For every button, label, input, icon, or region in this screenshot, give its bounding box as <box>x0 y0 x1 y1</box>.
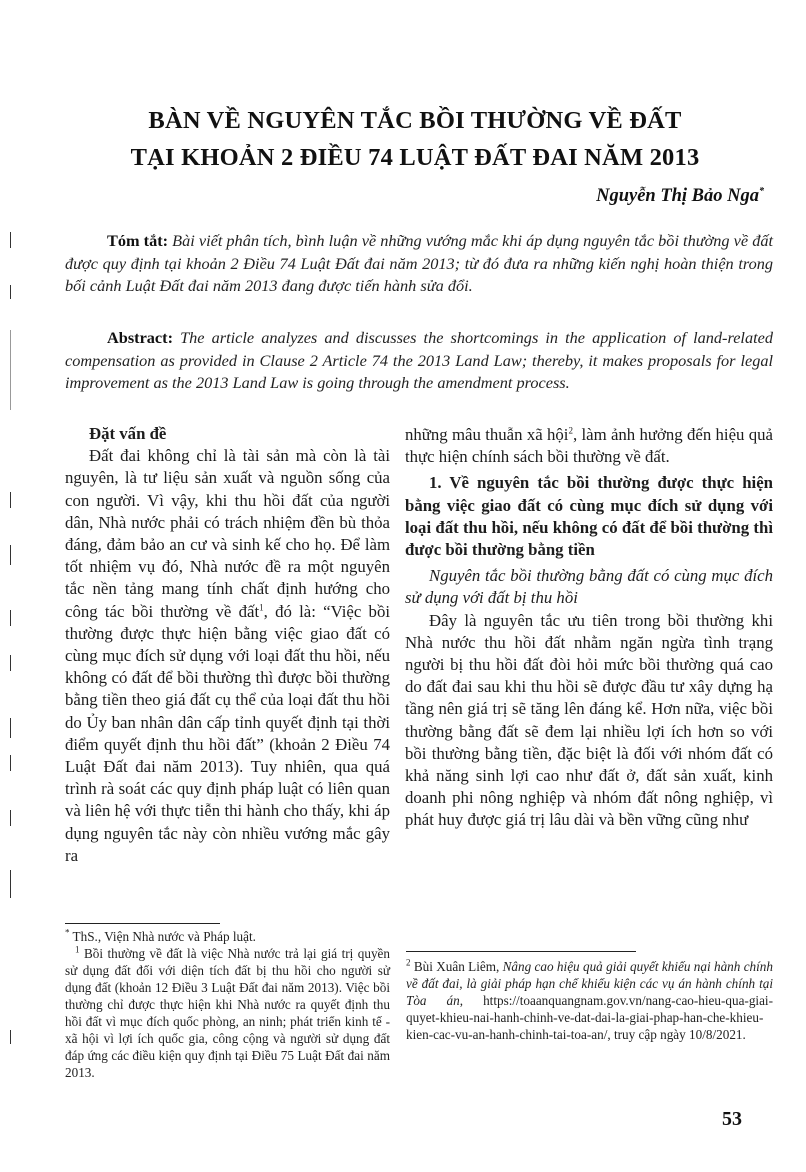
article-title-line-2: TẠI KHOẢN 2 ĐIỀU 74 LUẬT ĐẤT ĐAI NĂM 2013 <box>130 144 700 171</box>
footnote-text: ThS., Viện Nhà nước và Pháp luật. <box>69 929 256 944</box>
footnote-mark: 2 <box>406 957 411 968</box>
margin-mark <box>10 492 11 508</box>
footnote-text: , https://toaanquangnam.gov.vn/nang-cao-hieu-qua-giai-quyet-khieu-nai-hanh-chinh-ve-dat-dai-la-giai-phap-han-che-khieu-kien-cac-vu-an-hanh-chinh-tai-toa-an/, truy cập ngày 10/8/2021. <box>406 993 773 1042</box>
margin-mark <box>10 755 11 771</box>
footnote-mark: 1 <box>75 944 80 955</box>
body-paragraph: Đây là nguyên tắc ưu tiên trong bồi thường khi Nhà nước thu hồi đất nhằm ngăn ngừa tình trạng người bị thu hồi đất đòi hỏi mức bồi thường quá cao do đất đai sau khi thu hồi sẽ được đầu tư xây dựng hạ tầng nên giá trị sẽ tăng lên đáng kể. Hơn nữa, việc bồi thường bằng đất sẽ đem lại nhiều lợi ích hơn so với bồi thường bằng tiền, đặc biệt là đối với nhóm đất có khả năng sinh lợi cao như đất ở, đất sản xuất, kinh doanh phi nông nghiệp và nhóm đất nông nghiệp, vì phát huy được giá trị lâu dài và bền vững cũng như <box>405 610 773 830</box>
margin-mark <box>10 285 11 299</box>
footnote-2 <box>406 958 773 1043</box>
footnote-mark: * <box>65 927 70 938</box>
body-paragraph <box>405 424 773 468</box>
margin-mark <box>10 610 11 626</box>
footnote-text: Bồi thường về đất là việc Nhà nước trả lại giá trị quyền sử dụng đất đối với diện tích đất bị thu hồi cho người sử dụng đất (khoản 12 Điều 3 Luật Đất đai năm 2013). Việc bồi thường chỉ được thực hiện khi Nhà nước ra quyết định thu hồi đất vì mục đích quốc phòng, an ninh; phát triển kinh tế - xã hội vì lợi ích quốc gia, công cộng và người sử dụng đất đáp ứng các điều kiện quy định tại Điều 75 Luật Đất đai năm 2013. <box>65 946 390 1080</box>
footnotes-left <box>65 928 390 1081</box>
footnote-author-affiliation <box>65 928 390 945</box>
body-text: Đất đai không chỉ là tài sản mà còn là tài nguyên, là tư liệu sản xuất và nguồn sống của con người. Vì vậy, khi thu hồi đất của người dân, Nhà nước phải có trách nhiệm đền bù thỏa đáng, đảm bảo an cư và sinh kế cho họ. Để làm tốt nhiệm vụ đó, Nhà nước đề ra một nguyên tắc nền tảng mang tính chất định hướng cho công tác bồi thường về đất <box>65 446 390 621</box>
footnotes-right <box>406 958 773 1043</box>
section-heading-introduction: Đặt vấn đề <box>89 424 167 443</box>
margin-mark <box>10 545 11 565</box>
footnote-divider <box>65 923 220 924</box>
margin-mark <box>10 232 11 248</box>
body-text: những mâu thuẫn xã hội <box>405 425 569 444</box>
margin-mark <box>10 655 11 671</box>
margin-mark <box>10 330 11 410</box>
footnote-ref: 2 <box>568 425 573 436</box>
author-name: Nguyễn Thị Bảo Nga <box>596 186 759 206</box>
author-byline <box>596 186 764 207</box>
sub-heading: Nguyên tắc bồi thường bằng đất có cùng mục đích sử dụng với đất bị thu hồi <box>405 566 773 608</box>
body-text: , làm ảnh hưởng đến hiệu quả thực hiện chính sách bồi thường về đất. <box>405 425 773 467</box>
article-title-line-1: BÀN VỀ NGUYÊN TẮC BỒI THƯỜNG VỀ ĐẤT <box>148 107 682 134</box>
abstract-label: Abstract: <box>107 328 174 347</box>
footnote-text: Bùi Xuân Liêm, <box>410 959 503 974</box>
page-number: 53 <box>722 1108 742 1130</box>
body-paragraph <box>65 445 390 867</box>
body-text: , đó là: “Việc bồi thường được thực hiện bằng việc giao đất có cùng mục đích sử dụng với loại đất thu hồi, nếu không có đất để bồi thường thì được bồi thường bằng tiền theo giá đất cụ thể của loại đất thu hồi do Ủy ban nhân dân cấp tỉnh quyết định tại thời điểm quyết định thu hồi đất” (khoản 2 Điều 74 Luật Đất đai năm 2013). Tuy nhiên, qua quá trình rà soát các quy định pháp luật có liên quan và liên hệ với thực tiễn thi hành cho thấy, khi áp dụng nguyên tắc này còn nhiều vướng mắc gây ra <box>65 601 390 865</box>
vietnamese-summary <box>65 230 773 298</box>
footnote-1 <box>65 945 390 1081</box>
section-heading-1: 1. Về nguyên tắc bồi thường được thực hiện bằng việc giao đất có cùng mục đích sử dụng với loại đất thu hồi, nếu không có đất để bồi thường thì được bồi thường bằng tiền <box>405 473 773 560</box>
margin-mark <box>10 810 11 826</box>
footnote-ref: 1 <box>259 602 264 613</box>
margin-mark <box>10 870 11 898</box>
summary-label: Tóm tắt: <box>107 231 169 250</box>
footnote-divider <box>406 951 636 952</box>
right-column <box>405 424 773 832</box>
margin-mark <box>10 1030 11 1044</box>
margin-mark <box>10 718 11 738</box>
summary-text: Bài viết phân tích, bình luận về những vướng mắc khi áp dụng nguyên tắc bồi thường về đất được quy định tại khoản 2 Điều 74 Luật Đất đai năm 2013; từ đó đưa ra những kiến nghị hoàn thiện trong bối cảnh Luật Đất đai năm 2013 đang được tiến hành sửa đổi. <box>65 231 773 295</box>
abstract-text: The article analyzes and discusses the shortcomings in the application of land-related compensation as provided in Clause 2 Article 74 the 2013 Land Law; thereby, it makes proposals for legal improvement as the 2013 Land Law is going through the amendment process. <box>65 328 773 392</box>
footnote-cited-title: Nâng cao hiệu quả giải quyết khiếu nại hành chính về đất đai, là giải pháp hạn chế khiếu kiện các vụ án hành chính tại Tòa án <box>406 959 773 1008</box>
author-footnote-mark: * <box>759 185 764 197</box>
left-column <box>65 423 390 867</box>
english-abstract <box>65 327 773 395</box>
